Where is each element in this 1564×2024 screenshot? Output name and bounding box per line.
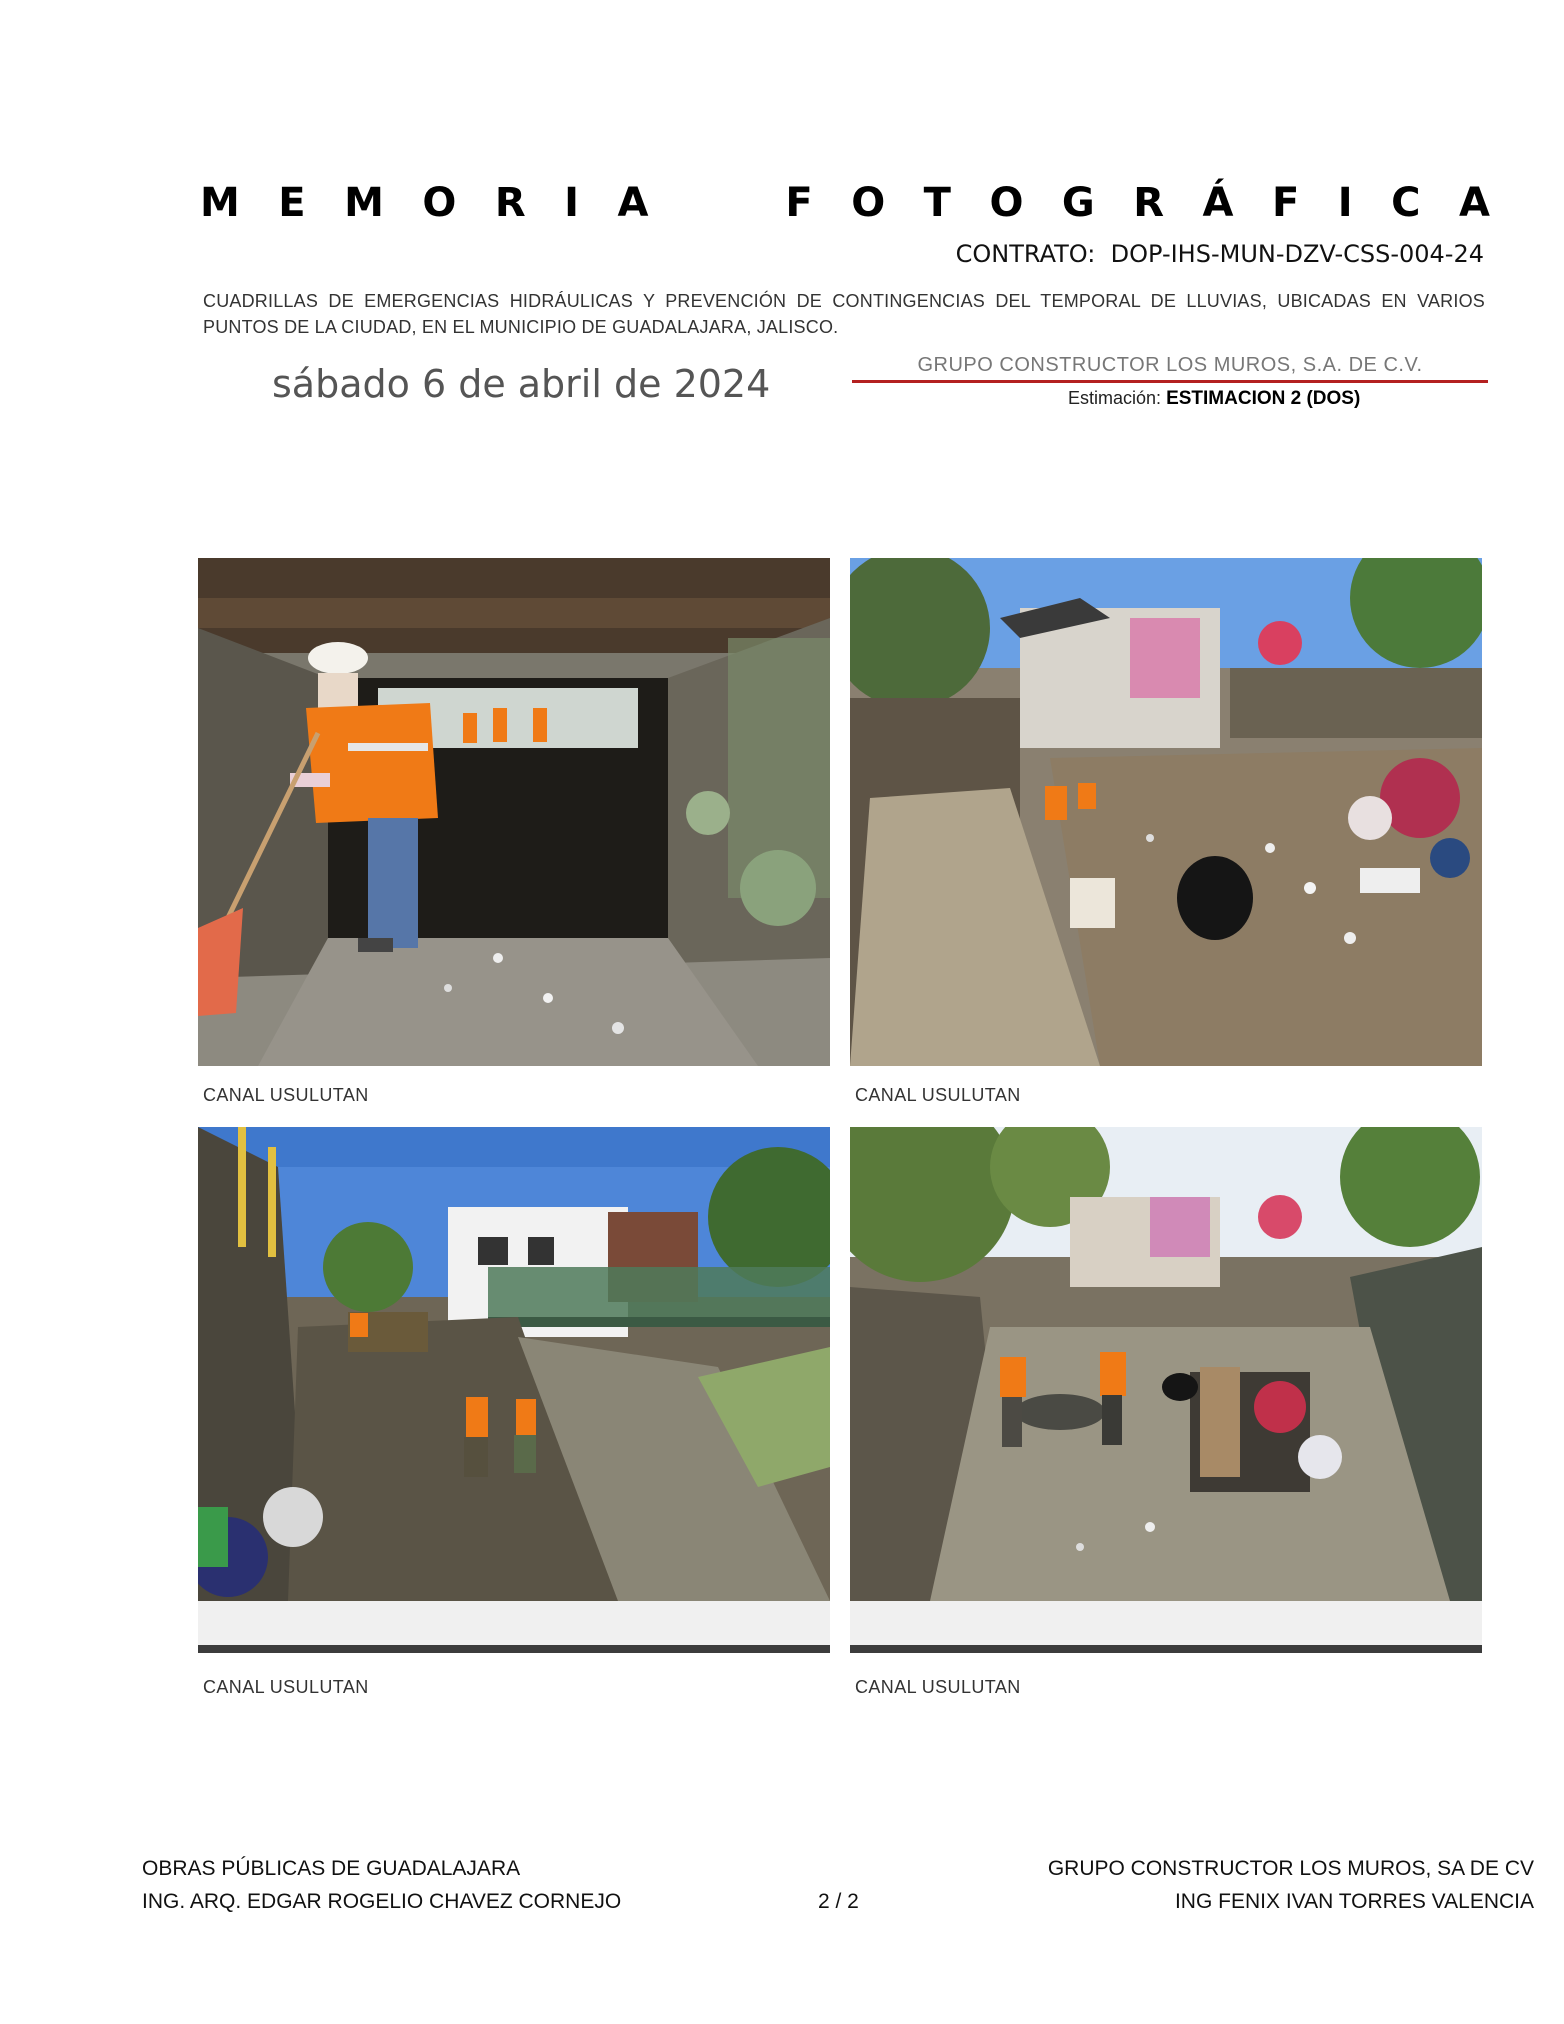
- title-letter: T: [923, 180, 951, 226]
- contract-info: [956, 240, 1484, 268]
- contract-label: CONTRATO:: [955, 240, 1096, 268]
- footer-left: [142, 1852, 621, 1918]
- photo-2: [850, 558, 1482, 1066]
- photo-4-caption: CANAL USULUTAN: [855, 1677, 1021, 1697]
- report-date: sábado 6 de abril de 2024: [272, 362, 771, 406]
- photo-1: [198, 558, 830, 1066]
- photo-2-caption: CANAL USULUTAN: [855, 1085, 1021, 1105]
- photo-3-image: [198, 1127, 830, 1601]
- estimation-label: Estimación:: [1068, 388, 1162, 408]
- page-number: 2 / 2: [818, 1890, 859, 1913]
- photo-3-caption: CANAL USULUTAN: [203, 1677, 369, 1697]
- title-letter: R: [1133, 180, 1165, 226]
- estimation: [1068, 388, 1360, 410]
- footer-right-line1: GRUPO CONSTRUCTOR LOS MUROS, SA DE CV: [1047, 1857, 1534, 1880]
- photo-1-image: [198, 558, 830, 1066]
- contractor-underline: [852, 380, 1488, 383]
- title-letter: E: [278, 180, 306, 226]
- title-word-gap: [687, 180, 747, 226]
- title-letter: C: [1391, 180, 1421, 226]
- title-letter: G: [1061, 180, 1095, 226]
- title-letter: I: [1337, 180, 1353, 226]
- footer-left-line1: OBRAS PÚBLICAS DE GUADALAJARA: [142, 1857, 521, 1880]
- project-description: CUADRILLAS DE EMERGENCIAS HIDRÁULICAS Y PREVENCIÓN DE CONTINGENCIAS DEL TEMPORAL DE LLUVIAS, UBICADAS EN VARIOS PUNTOS DE LA CIUDAD, EN EL MUNICIPIO DE GUADALAJARA, JALISCO.: [203, 291, 1485, 337]
- title-letter: O: [851, 180, 886, 226]
- title-letter: F: [785, 180, 813, 226]
- estimation-value: ESTIMACION 2 (DOS): [1166, 388, 1361, 409]
- title-letter: Á: [1202, 180, 1234, 226]
- photo-3-frame-line: [198, 1645, 830, 1653]
- footer-right-line2: ING FENIX IVAN TORRES VALENCIA: [1174, 1890, 1534, 1913]
- photo-3-frame-strip: [198, 1601, 830, 1645]
- footer-left-line2: ING. ARQ. EDGAR ROGELIO CHAVEZ CORNEJO: [142, 1890, 622, 1913]
- title-letter: A: [1458, 180, 1490, 226]
- contractor-name: GRUPO CONSTRUCTOR LOS MUROS, S.A. DE C.V.: [917, 354, 1423, 376]
- photo-4-frame-line: [850, 1645, 1482, 1653]
- photo-4-frame-strip: [850, 1601, 1482, 1645]
- title-letter: I: [564, 180, 580, 226]
- document-title: [200, 180, 1490, 226]
- photo-2-image: [850, 558, 1482, 1066]
- photo-4: [850, 1127, 1482, 1601]
- title-letter: F: [1271, 180, 1300, 226]
- title-letter: O: [422, 180, 457, 226]
- photo-1-caption: CANAL USULUTAN: [203, 1085, 369, 1105]
- photo-3: [198, 1127, 830, 1601]
- title-letter: R: [494, 180, 526, 226]
- title-letter: O: [989, 180, 1024, 226]
- photo-4-image: [850, 1127, 1482, 1601]
- title-letter: M: [344, 180, 384, 226]
- title-letter: M: [200, 180, 240, 226]
- title-letter: A: [617, 180, 649, 226]
- contract-number: DOP-IHS-MUN-DZV-CSS-004-24: [1110, 240, 1484, 268]
- footer-right: [1048, 1852, 1534, 1918]
